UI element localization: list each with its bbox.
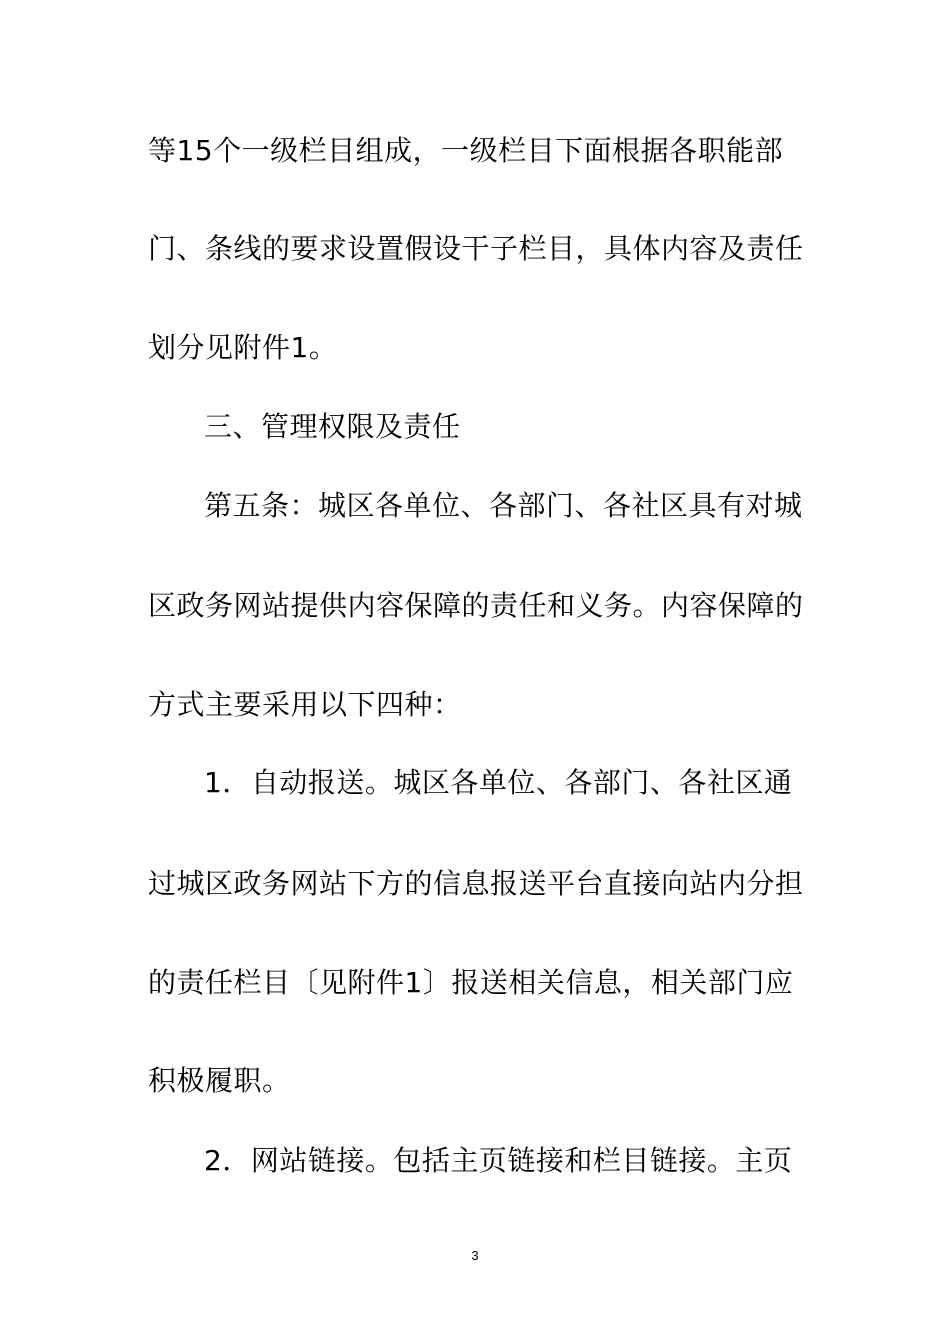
section-heading: 三、管理权限及责任 [204,410,461,443]
text-line: 积极履职。 [148,1064,291,1097]
text-line: 划分见附件1。 [148,331,338,364]
text-line: 门、条线的要求设置假设干子栏目，具体内容及责任 [148,232,804,265]
text-line: 的责任栏目〔见附件1〕报送相关信息，相关部门应 [148,966,794,999]
text-line: 区政务网站提供内容保障的责任和义务。内容保障的 [148,589,804,622]
text-line: 第五条：城区各单位、各部门、各社区具有对城 [204,489,803,522]
text-line: 方式主要采用以下四种： [148,688,462,721]
text-line: 等15个一级栏目组成，一级栏目下面根据各职能部 [148,134,784,167]
text-line: 2．网站链接。包括主页链接和栏目链接。主页 [204,1144,793,1177]
text-line: 过城区政务网站下方的信息报送平台直接向站内分担 [148,867,804,900]
page-number: 3 [471,1248,479,1263]
text-line: 1．自动报送。城区各单位、各部门、各社区通 [204,766,793,799]
